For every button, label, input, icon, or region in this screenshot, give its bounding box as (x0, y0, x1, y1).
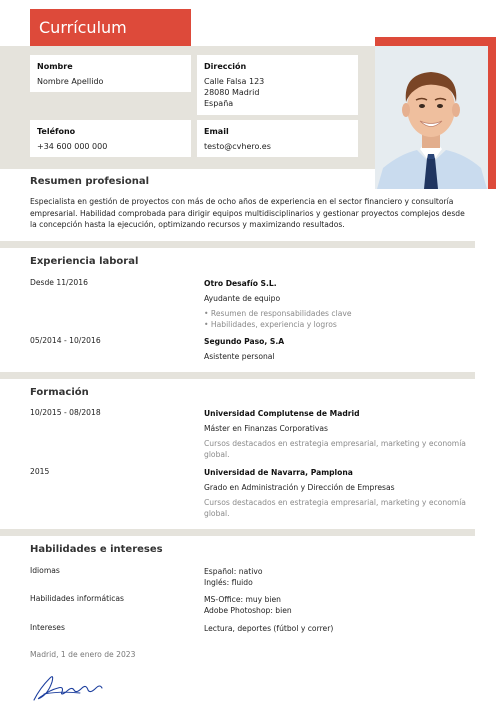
date-place: Madrid, 1 de enero de 2023 (30, 650, 136, 659)
skill-value: Lectura, deportes (fútbol y correr) (204, 624, 334, 633)
email-card (197, 120, 358, 157)
skills-heading: Habilidades e intereses (30, 544, 163, 555)
phone-card (30, 120, 191, 157)
email-value: testo@cvhero.es (204, 142, 271, 151)
email-label: Email (204, 127, 229, 136)
skill-value: Adobe Photoshop: bien (204, 606, 292, 615)
education-school: Universidad Complutense de Madrid (204, 409, 360, 418)
experience-role: Asistente personal (204, 352, 275, 361)
signature-icon (30, 668, 108, 704)
address-line: Calle Falsa 123 (204, 77, 265, 86)
experience-role: Ayudante de equipo (204, 294, 281, 303)
summary-text: Especialista en gestión de proyectos con más de ocho años de experiencia en el sector financiero y consultoría empresarial. Habilidad comprobada para dirigir equipos multidisciplinarios y gestionar proyectos complejos desde la concepción hasta la ejecución, optimizando recursos y maximizando resultados. (30, 197, 465, 229)
cv-title: Currículum (30, 9, 191, 46)
address-line: España (204, 99, 234, 108)
education-heading: Formación (30, 387, 89, 398)
experience-note: • Resumen de responsabilidades clave (204, 309, 352, 318)
experience-heading: Experiencia laboral (30, 256, 139, 267)
skill-label: Idiomas (30, 566, 60, 575)
education-degree: Grado en Administración y Dirección de Empresas (204, 483, 395, 492)
experience-note: • Habilidades, experiencia y logros (204, 320, 337, 329)
section-divider (0, 241, 475, 248)
name-label: Nombre (37, 62, 73, 71)
experience-date: 05/2014 - 10/2016 (30, 336, 101, 345)
education-date: 2015 (30, 467, 50, 476)
education-note: Cursos destacados en estrategia empresarial, marketing y economía global. (204, 439, 466, 459)
education-date: 10/2015 - 08/2018 (30, 408, 101, 417)
skill-label: Intereses (30, 623, 65, 632)
section-divider (0, 372, 475, 379)
name-value: Nombre Apellido (37, 77, 104, 86)
address-card (197, 55, 358, 115)
person-portrait-icon (375, 46, 488, 189)
name-card (30, 55, 191, 92)
experience-company: Otro Desafío S.L. (204, 279, 277, 288)
phone-label: Teléfono (37, 127, 76, 136)
education-school: Universidad de Navarra, Pamplona (204, 468, 353, 477)
address-line: 28080 Madrid (204, 88, 260, 97)
experience-company: Segundo Paso, S.A (204, 337, 285, 346)
skill-value: MS-Office: muy bien (204, 595, 281, 604)
profile-photo (375, 46, 488, 189)
education-degree: Máster en Finanzas Corporativas (204, 424, 328, 433)
summary-heading: Resumen profesional (30, 176, 149, 187)
address-label: Dirección (204, 62, 247, 71)
skill-label: Habilidades informáticas (30, 594, 125, 603)
skill-value: Inglés: fluido (204, 578, 253, 587)
experience-date: Desde 11/2016 (30, 278, 88, 287)
education-note: Cursos destacados en estrategia empresarial, marketing y economía global. (204, 498, 466, 518)
phone-value: +34 600 000 000 (37, 142, 108, 151)
section-divider (0, 529, 475, 536)
skill-value: Español: nativo (204, 567, 263, 576)
